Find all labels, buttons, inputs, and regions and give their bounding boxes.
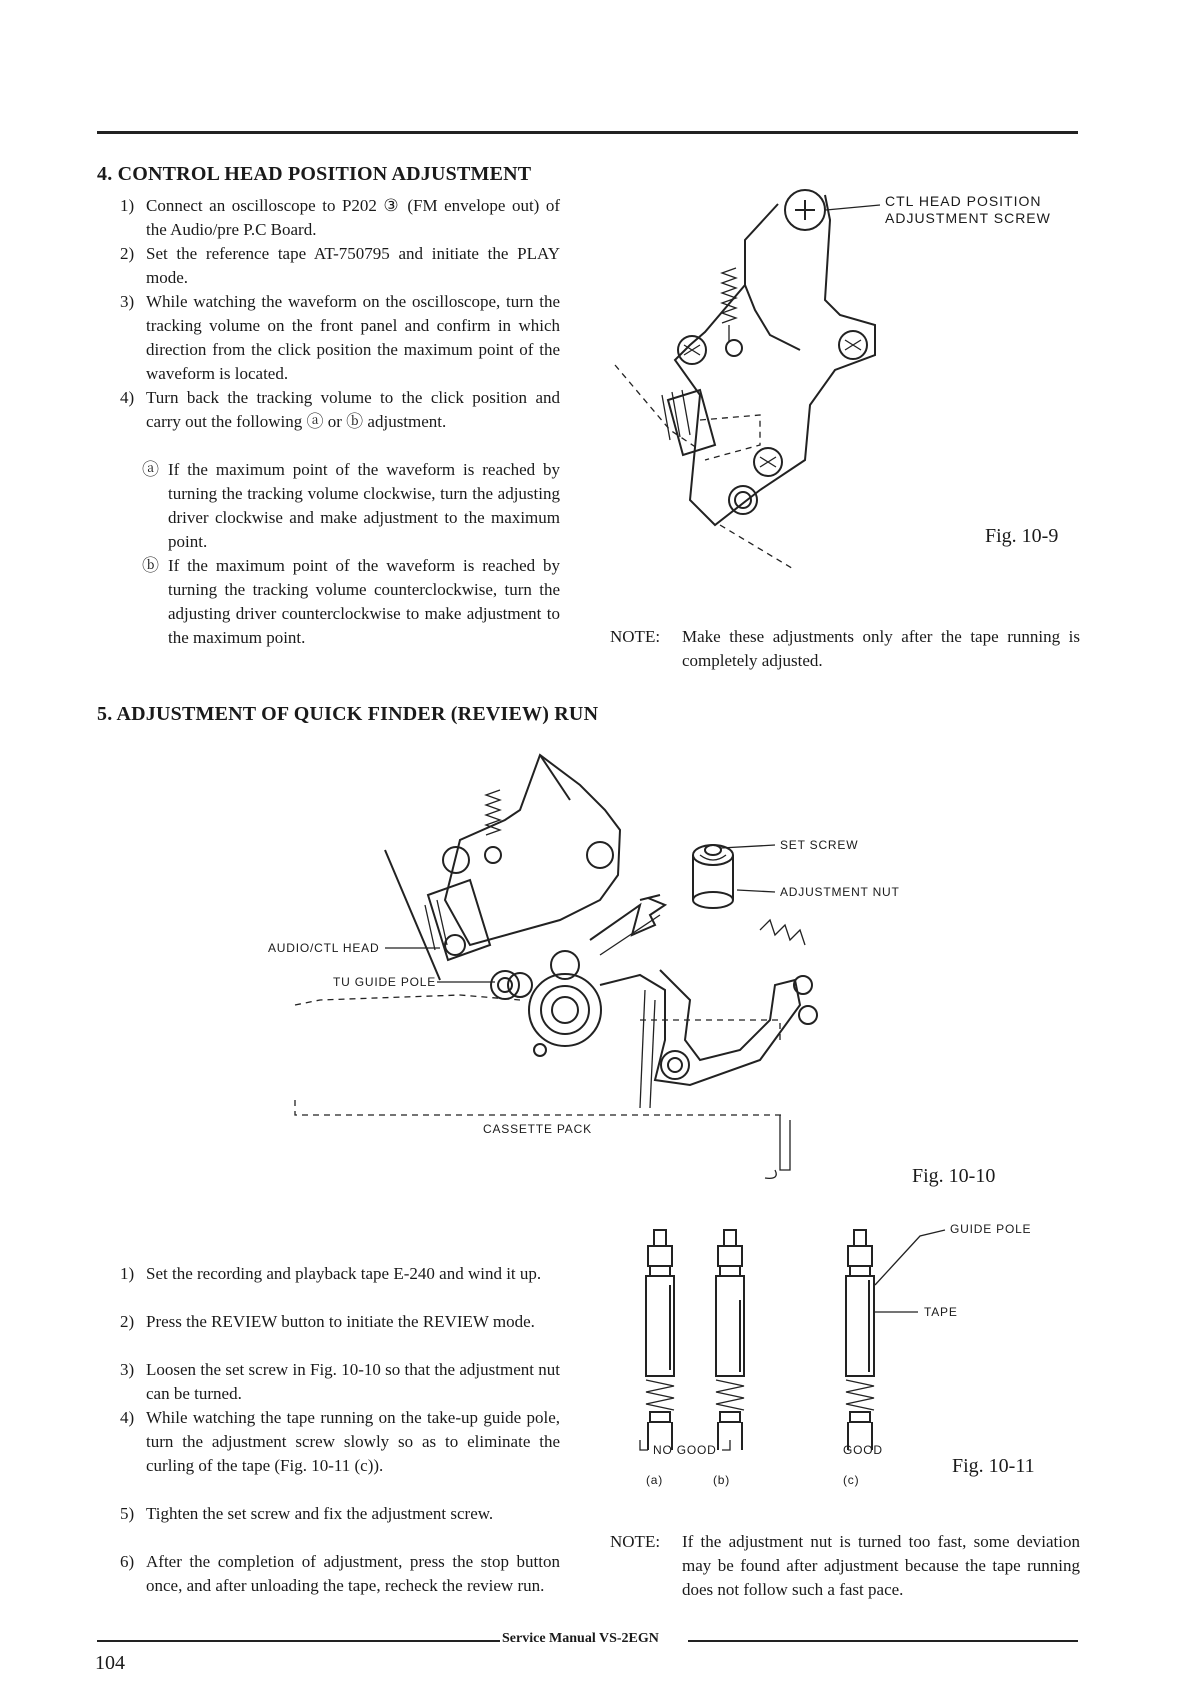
step-text: While watching the waveform on the oscilloscope, turn the tracking volume on the front panel and confirm in which direction from the click position the maximum point of the waveform is located.: [146, 292, 560, 383]
step-text: Connect an oscilloscope to P202 ③ (FM envelope out) of the Audio/pre P.C Board.: [146, 196, 560, 239]
step-text: Tighten the set screw and fix the adjustment screw.: [146, 1504, 494, 1523]
step-text: Set the recording and playback tape E-240 and wind it up.: [146, 1264, 542, 1283]
step-number: 1): [120, 1264, 135, 1283]
step-number: 2): [120, 244, 135, 263]
good-label: GOOD: [843, 1443, 883, 1457]
step-number: 3): [120, 292, 135, 311]
step-number: 5): [120, 1504, 135, 1523]
section-4-heading: 4. CONTROL HEAD POSITION ADJUSTMENT: [97, 163, 532, 185]
note-text: Make these adjustments only after the tape running is completely adjusted.: [682, 627, 1080, 670]
audio-ctl-head-label: AUDIO/CTL HEAD: [268, 941, 380, 955]
ctl-head-callout: CTL HEAD POSITION ADJUSTMENT SCREW: [885, 193, 1051, 226]
tu-guide-pole-label: TU GUIDE POLE: [333, 975, 437, 989]
page-number: 104: [95, 1652, 125, 1674]
adjustment-nut-label: ADJUSTMENT NUT: [780, 885, 900, 899]
pole-b-caption: (b): [713, 1473, 731, 1487]
footer-rule-right: [688, 1640, 1078, 1642]
substep-text: If the maximum point of the waveform is reached by turning the tracking volume counterclockwise, turn the adjusting driver counterclockwise to make adjustment to the maximum point.: [168, 556, 560, 647]
pole-c-caption: (c): [843, 1473, 860, 1487]
section-5-heading: 5. ADJUSTMENT OF QUICK FINDER (REVIEW) RUN: [97, 703, 599, 725]
step-number: 2): [120, 1312, 135, 1331]
step-text: Loosen the set screw in Fig. 10-10 so that the adjustment nut can be turned.: [146, 1360, 560, 1403]
step-number: 6): [120, 1552, 135, 1571]
substep-marker: ⓑ: [142, 556, 159, 575]
note-key: NOTE:: [610, 1532, 661, 1551]
no-good-label: NO GOOD: [653, 1443, 717, 1457]
fig-10-11-label: Fig. 10-11: [952, 1455, 1035, 1477]
step-number: 1): [120, 196, 135, 215]
pole-a-caption: (a): [646, 1473, 664, 1487]
step-number: 4): [120, 388, 135, 407]
step-text: Turn back the tracking volume to the click position and carry out the following ⓐ or ⓑ adjustment.: [146, 388, 560, 431]
note-text: If the adjustment nut is turned too fast, some deviation may be found after adjustment because the tape running does not follow such a fast pace.: [682, 1532, 1080, 1599]
fig-10-9-label: Fig. 10-9: [985, 525, 1059, 547]
step-number: 3): [120, 1360, 135, 1379]
tape-label: TAPE: [924, 1305, 958, 1319]
step-number: 4): [120, 1408, 135, 1427]
step-text: Set the reference tape AT-750795 and initiate the PLAY mode.: [146, 244, 560, 287]
guide-pole-c: [846, 1230, 874, 1450]
guide-pole-b: [716, 1230, 744, 1450]
note-key: NOTE:: [610, 627, 661, 646]
substep-text: If the maximum point of the waveform is reached by turning the tracking volume clockwise, turn the adjusting driver clockwise and make adjustment to the maximum point.: [168, 460, 560, 551]
fig-10-10-label: Fig. 10-10: [912, 1165, 996, 1187]
step-text: Press the REVIEW button to initiate the REVIEW mode.: [146, 1312, 535, 1331]
footer-manual-title: Service Manual VS-2EGN: [502, 1631, 659, 1646]
guide-pole-label: GUIDE POLE: [950, 1222, 1032, 1236]
substep-marker: ⓐ: [142, 460, 159, 479]
set-screw-label: SET SCREW: [780, 838, 859, 852]
step-text: After the completion of adjustment, press the stop button once, and after unloading the tape, recheck the review run.: [146, 1552, 560, 1595]
section-5-note: [610, 1530, 1080, 1626]
guide-pole-a: [646, 1230, 674, 1450]
step-text: While watching the tape running on the take-up guide pole, turn the adjustment screw slowly so as to eliminate the curling of the tape (Fig. 10-11 (c)).: [146, 1408, 560, 1475]
cassette-pack-label: CASSETTE PACK: [483, 1122, 592, 1136]
footer-rule-left: [97, 1640, 500, 1642]
